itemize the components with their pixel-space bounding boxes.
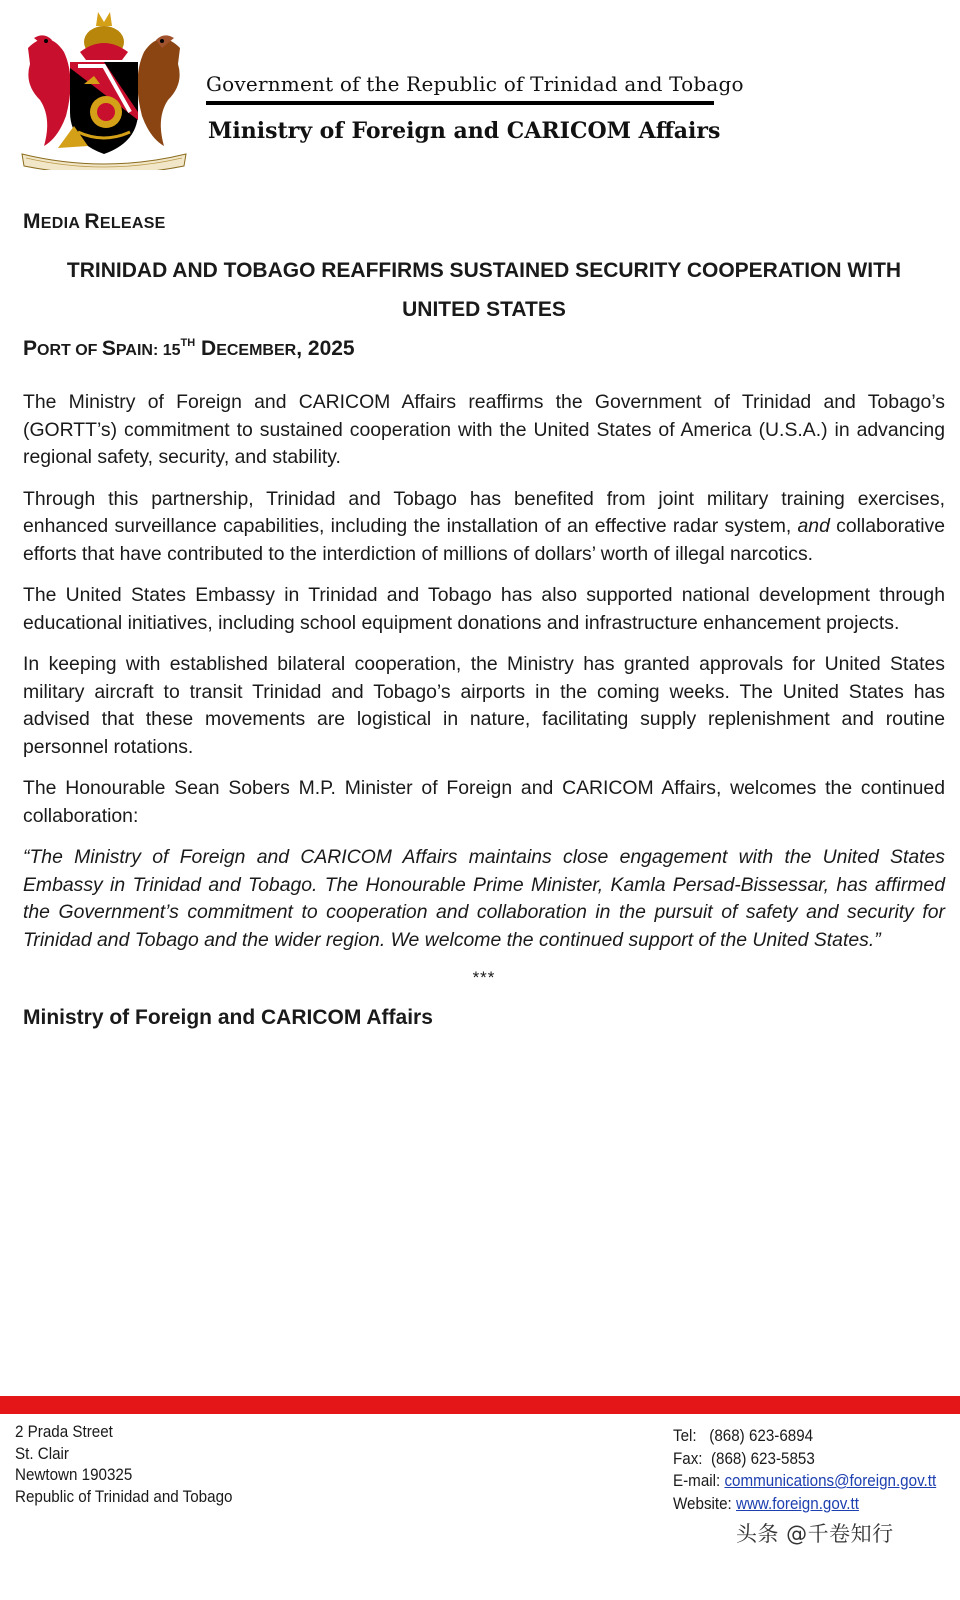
dateline: PORT OF SPAIN: 15TH DECEMBER, 2025 (23, 337, 355, 360)
letterhead (0, 0, 960, 180)
government-name: Government of the Republic of Trinidad and Tobago (206, 72, 744, 96)
footer-contact (673, 1425, 936, 1515)
ministry-name: Ministry of Foreign and CARICOM Affairs (208, 118, 721, 144)
media-release-label: MEDIA RELEASE (23, 210, 166, 233)
paragraph-3: The United States Embassy in Trinidad and Tobago has also supported national development through educational initiatives, including school equipment donations and infrastructure enhancement projects. (23, 584, 945, 634)
fax-line: Fax: (868) 623-5853 (673, 1449, 815, 1468)
letterhead-rule (206, 101, 714, 105)
watermark: 头条 @千卷知行 (736, 1522, 894, 1546)
signoff: Ministry of Foreign and CARICOM Affairs (23, 1006, 433, 1029)
website-line: Website: www.foreign.gov.tt (673, 1494, 859, 1513)
coat-of-arms-icon (18, 8, 190, 170)
document-body (23, 210, 945, 1030)
address-line: St. Clair (15, 1444, 69, 1463)
footer-address (15, 1422, 232, 1508)
paragraph-2: Through this partnership, Trinidad and Tobago has benefited from joint military training exercises, enhanced surveillance capabilities, including the installation of an effective radar system, and collaborative efforts that have contributed to the interdiction of millions of dollars’ worth of illegal narcotics. (23, 487, 945, 565)
address-line: Newtown 190325 (15, 1466, 133, 1484)
paragraph-4: In keeping with established bilateral cooperation, the Ministry has granted approvals for United States military aircraft to transit Trinidad and Tobago’s airports in the coming weeks. The United States has advised that these movements are logistical in nature, facilitating supply replenishment and routine personnel rotations. (23, 653, 945, 758)
headline (23, 251, 945, 329)
footer-accent-bar (0, 1396, 960, 1414)
paragraph-5: The Honourable Sean Sobers M.P. Minister of Foreign and CARICOM Affairs, welcomes the continued collaboration: (23, 777, 945, 827)
email-link[interactable]: communications@foreign.gov.tt (724, 1472, 937, 1490)
address-line: 2 Prada Street (15, 1423, 113, 1441)
minister-quote: “The Ministry of Foreign and CARICOM Affairs maintains close engagement with the United States Embassy in Trinidad and Tobago. The Honourable Prime Minister, Kamla Persad-Bissessar, has affirmed the Government’s commitment to cooperation and collaboration in the pursuit of safety and security for Trinidad and Tobago and the wider region. We welcome the continued support of the United States.” (23, 846, 945, 951)
paragraph-1: The Ministry of Foreign and CARICOM Affairs reaffirms the Government of Trinidad and Tobago’s (GORTT’s) commitment to sustained cooperation with the United States of America (U.S.A.) in advancing regional safety, security, and stability. (23, 391, 945, 468)
tel-line: Tel: (868) 623-6894 (673, 1427, 814, 1445)
headline-line-1: TRINIDAD AND TOBAGO REAFFIRMS SUSTAINED SECURITY COOPERATION WITH (66, 259, 902, 282)
email-line: E-mail: communications@foreign.gov.tt (673, 1472, 937, 1490)
website-link[interactable]: www.foreign.gov.tt (736, 1494, 859, 1513)
headline-line-2: UNITED STATES (402, 298, 566, 321)
separator: *** (472, 968, 496, 987)
address-line: Republic of Trinidad and Tobago (15, 1487, 233, 1506)
